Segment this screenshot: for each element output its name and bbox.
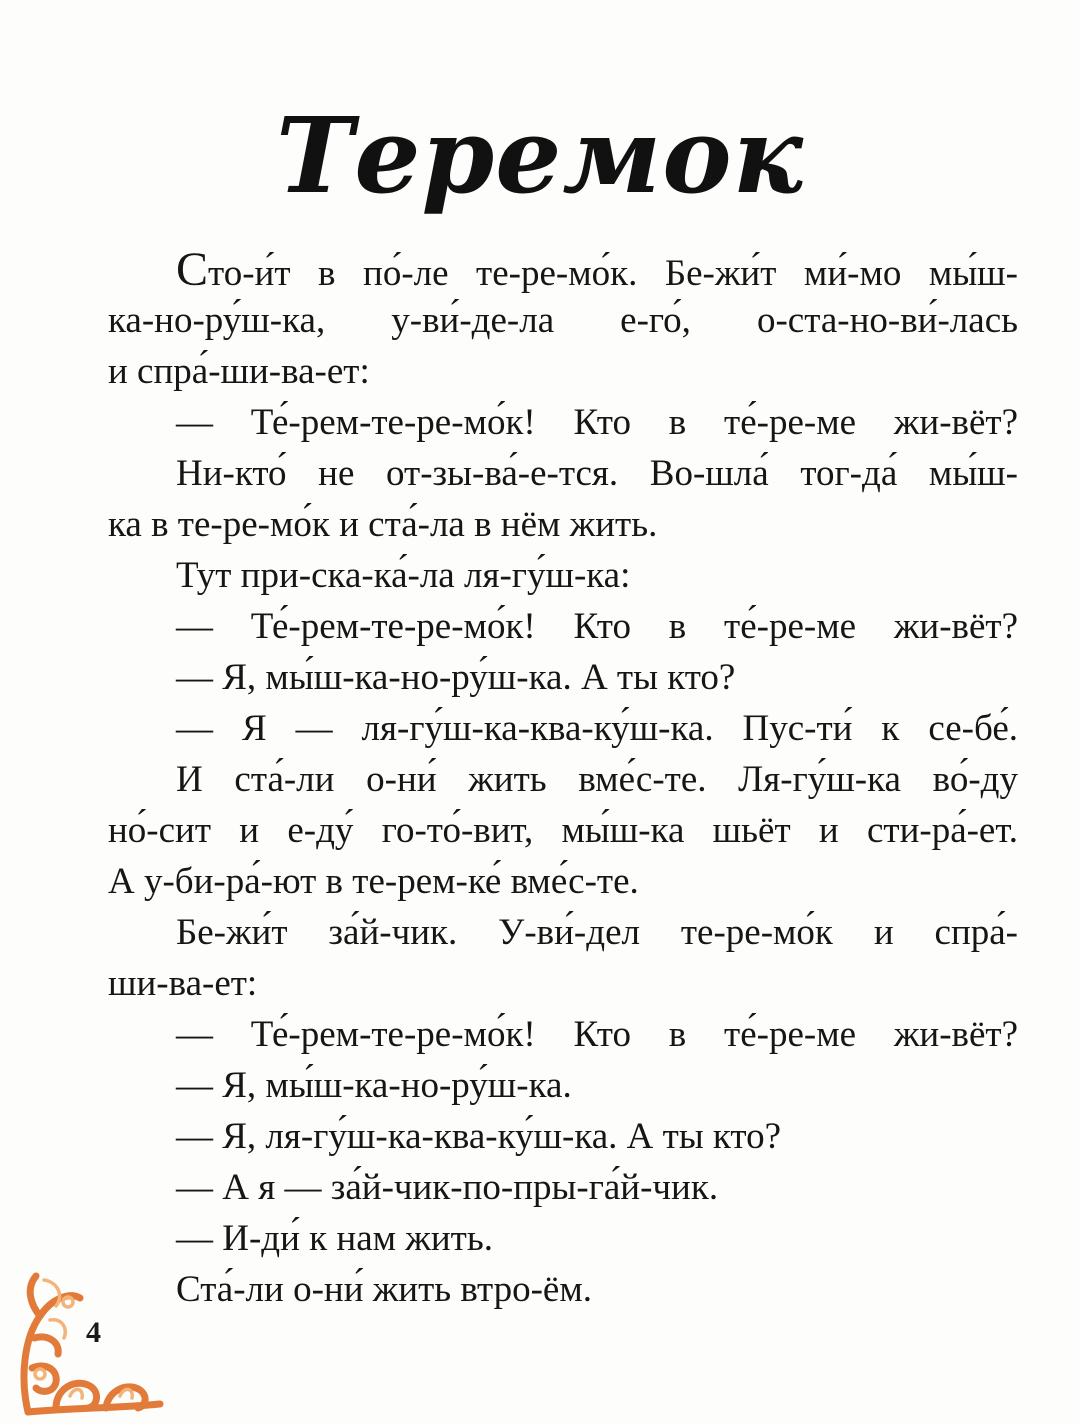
story-line: [108, 244, 1018, 295]
story-line: но́-сит и е-ду́ го-то́-вит, мы́ш-ка шьёт и сти-ра́-ет.: [108, 810, 1018, 851]
story-line: — А я — за́й-чик-по-пры-га́й-чик.: [176, 1167, 719, 1208]
story-line: и спра́-ши-ва-ет:: [108, 351, 370, 392]
story-line: — Я — ля-гу́ш-ка-ква-ку́ш-ка. Пус-ти́ к се-бе́.: [176, 708, 1018, 749]
story-line: — Те́-рем-те-ре-мо́к! Кто в те́-ре-ме жи-вёт?: [176, 606, 1018, 647]
story-line: — Те́-рем-те-ре-мо́к! Кто в те́-ре-ме жи-вёт?: [176, 1014, 1018, 1055]
story-line-text: то-и́т в по́-ле те-ре-мо́к. Бе-жи́т ми́-мо мы́ш-: [208, 253, 1018, 294]
story-line: И ста́-ли о-ни́ жить вме́с-те. Ля-гу́ш-ка во́-ду: [176, 759, 1018, 800]
story-line: — Я, мы́ш-ка-но-ру́ш-ка. А ты кто?: [176, 657, 736, 698]
story-line: Тут при-ска-ка́-ла ля-гу́ш-ка:: [176, 555, 631, 596]
story-line: Ни-кто́ не от-зы-ва́-е-тся. Во-шла́ тог-да́ мы́ш-: [176, 453, 1018, 494]
story-text: [108, 244, 1018, 1315]
page-title: Теремок: [275, 94, 805, 217]
story-line: ка в те-ре-мо́к и ста́-ла в нём жить.: [108, 504, 658, 545]
page-number: 4: [86, 1316, 101, 1349]
story-line: — И-ди́ к нам жить.: [176, 1218, 493, 1259]
story-line: Бе-жи́т за́й-чик. У-ви́-дел те-ре-мо́к и спра́-: [176, 912, 1018, 953]
story-line: — Те́-рем-те-ре-мо́к! Кто в те́-ре-ме жи-вёт?: [176, 402, 1018, 443]
story-line: — Я, мы́ш-ка-но-ру́ш-ка.: [176, 1065, 572, 1106]
story-line: — Я, ля-гу́ш-ка-ква-ку́ш-ка. А ты кто?: [176, 1116, 782, 1157]
story-line: А у-би-ра́-ют в те-рем-ке́ вме́с-те.: [108, 861, 639, 902]
story-line: ши-ва-ет:: [108, 963, 258, 1004]
drop-cap: С: [176, 243, 209, 296]
story-line: ка-но-ру́ш-ка, у-ви́-де-ла е-го́, о-ста-но-ви́-лась: [108, 300, 1018, 341]
story-line: Ста́-ли о-ни́ жить втро-ём.: [176, 1269, 592, 1310]
